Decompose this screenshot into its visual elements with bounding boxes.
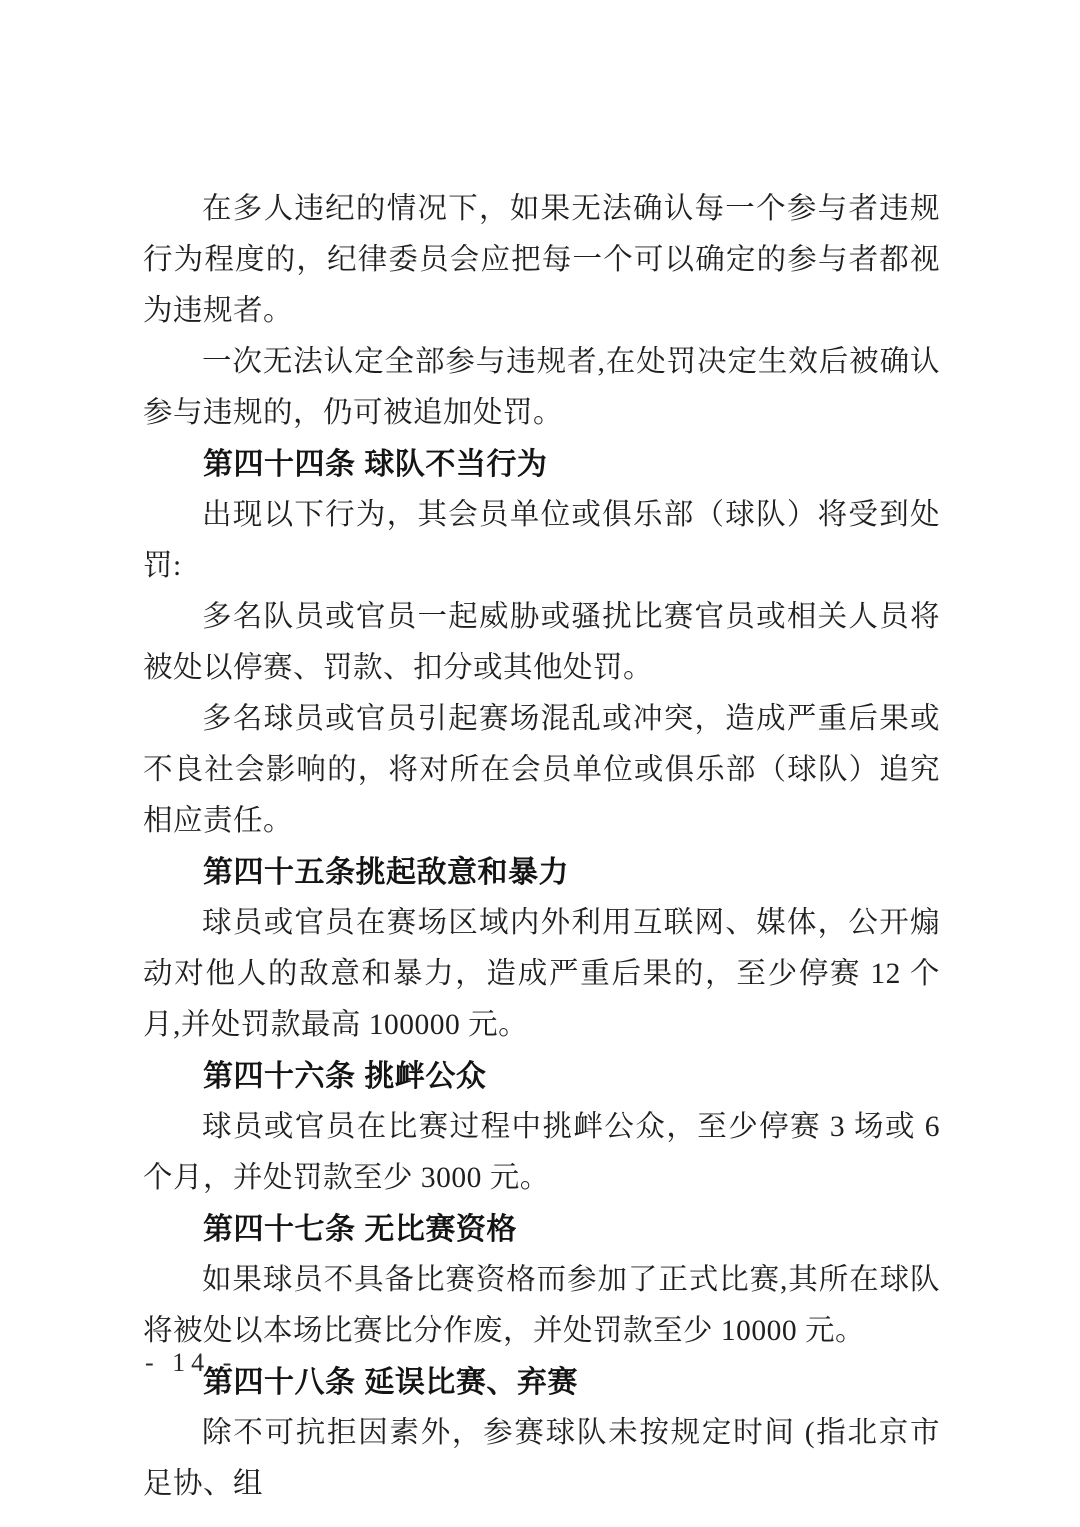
- article-48-heading: 第四十八条 延误比赛、弃赛: [203, 1366, 578, 1399]
- article-44-paragraph-1: 出现以下行为，其会员单位或俱乐部（球队）将受到处罚:: [143, 499, 940, 582]
- article-48-paragraph-1: 除不可抗拒因素外，参赛球队未按规定时间 (指北京市足协、组: [143, 1417, 940, 1500]
- article-45-paragraph-1: 球员或官员在赛场区域内外利用互联网、媒体，公开煽动对他人的敌意和暴力，造成严重后果的，至少停赛 12 个月,并处罚款最高 100000 元。: [143, 907, 940, 1041]
- page-number: - 14 -: [145, 1348, 238, 1377]
- article-44-paragraph-2: 多名队员或官员一起威胁或骚扰比赛官员或相关人员将被处以停赛、罚款、扣分或其他处罚。: [143, 601, 940, 684]
- document-body: [143, 184, 940, 1510]
- article-47-paragraph-1: 如果球员不具备比赛资格而参加了正式比赛,其所在球队将被处以本场比赛比分作废，并处罚款至少 10000 元。: [143, 1264, 940, 1347]
- paragraph-multi-violators-2: 一次无法认定全部参与违规者,在处罚决定生效后被确认参与违规的，仍可被追加处罚。: [143, 346, 940, 429]
- article-47-heading: 第四十七条 无比赛资格: [203, 1213, 517, 1246]
- article-46-heading: 第四十六条 挑衅公众: [203, 1060, 487, 1093]
- article-44-paragraph-3: 多名球员或官员引起赛场混乱或冲突，造成严重后果或不良社会影响的，将对所在会员单位或俱乐部（球队）追究相应责任。: [143, 703, 940, 837]
- article-44-heading: 第四十四条 球队不当行为: [203, 448, 548, 481]
- paragraph-multi-violators-1: 在多人违纪的情况下，如果无法确认每一个参与者违规行为程度的，纪律委员会应把每一个可以确定的参与者都视为违规者。: [143, 193, 940, 327]
- article-45-heading: 第四十五条挑起敌意和暴力: [203, 856, 569, 889]
- article-46-paragraph-1: 球员或官员在比赛过程中挑衅公众，至少停赛 3 场或 6 个月，并处罚款至少 3000 元。: [143, 1111, 940, 1194]
